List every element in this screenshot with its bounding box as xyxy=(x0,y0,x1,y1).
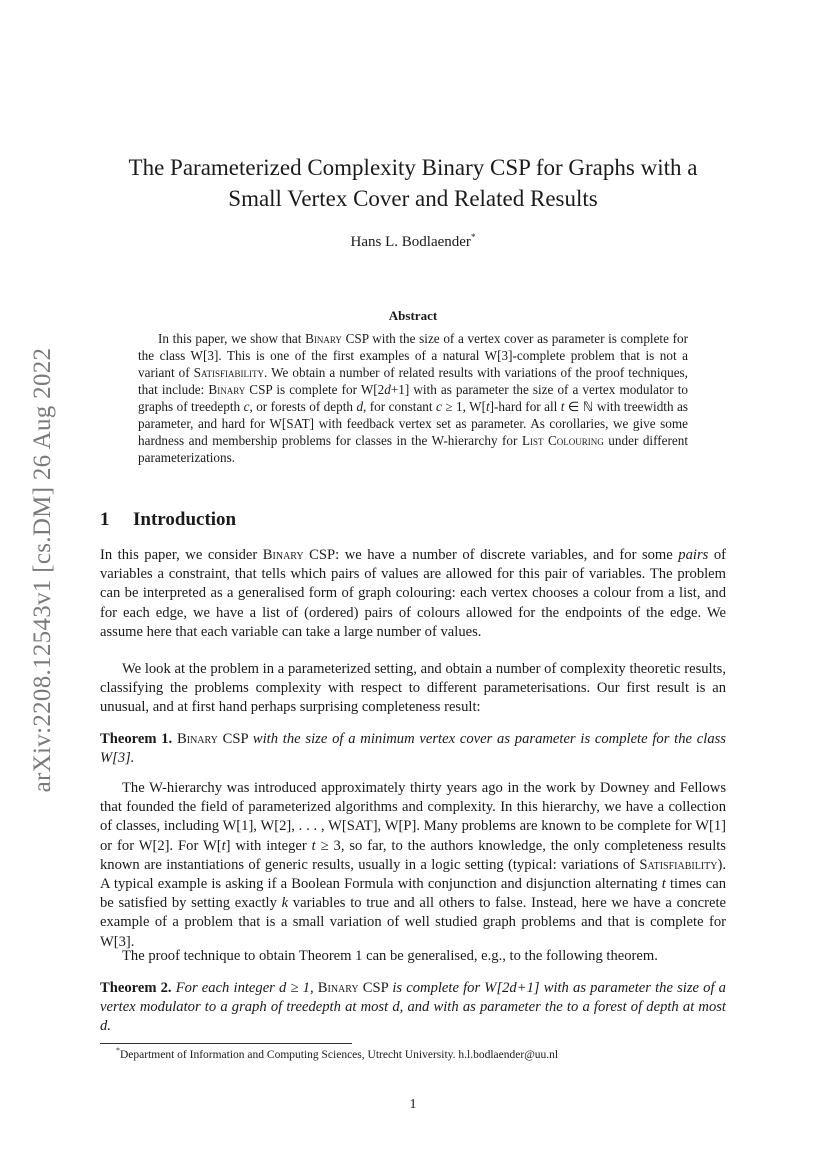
intro-paragraph-2: We look at the problem in a parameterized setting, and obtain a number of complexity theoretic results, classifying the problems complexity with respect to different parameterisations. Our first result is an unusual, and at first hand perhaps surprising completeness result: xyxy=(100,661,726,716)
theorem-2-label: Theorem 2. xyxy=(100,980,172,996)
abstract-body xyxy=(138,330,688,466)
author-footnote-mark: * xyxy=(470,232,476,242)
footnote-rule xyxy=(100,1043,352,1044)
intro-paragraph-4: The proof technique to obtain Theorem 1 can be generalised, e.g., to the following theorem. xyxy=(122,948,658,964)
theorem-2: Theorem 2. For each integer d ≥ 1, Binary CSP is complete for W[2d+1] with as parameter the size of a vertex modulator to a graph of treedepth at most d, and with as parameter the to a forest of depth at most d. xyxy=(100,980,726,1035)
footnote xyxy=(116,1046,716,1061)
arxiv-identifier-text: arXiv:2208.12543v1 [cs.DM] 26 Aug 2022 xyxy=(29,347,56,793)
intro-paragraph-3: The W-hierarchy was introduced approximately thirty years ago in the work by Downey and Fellows that founded the field of parameterized algorithms and complexity. In this hierarchy, we have a collection of classes, including W[1], W[2], . . . , W[SAT], W[P]. Many problems are known to be complete for W[1] or for W[2]. For W[t] with integer t ≥ 3, so far, to the authors knowledge, the only completeness results known are instantiations of generic results, usually in a logic setting (typical: variations of Satisfiability). A typical example is asking if a Boolean Formula with conjunction and disjunction alternating t times can be satisfied by setting exactly k variables to true and all others to false. Instead, here we have a concrete example of a problem that is a small variation of well studied graph problems and that is complete for W[3]. xyxy=(100,780,727,950)
theorem-1-label: Theorem 1. xyxy=(100,731,173,747)
paper-title xyxy=(100,152,726,214)
abstract-paragraph: In this paper, we show that Binary CSP with the size of a vertex cover as parameter is complete for the class W[3]. This is one of the first examples of a natural W[3]-complete problem that is not a variant of Satisfiability. We obtain a number of related results with variations of the proof techniques, that include: Binary CSP is complete for W[2d+1] with as parameter the size of a vertex modulator to graphs of treedepth c, or forests of depth d, for constant c ≥ 1, W[t]-hard for all t ∈ ℕ with treewidth as parameter, and hard for W[SAT] with feedback vertex set as parameter. As corollaries, we give some hardness and membership problems for classes in the W-hierarchy for List Colouring under different parameterizations. xyxy=(138,331,688,465)
title-line-2: Small Vertex Cover and Related Results xyxy=(228,186,598,211)
intro-paragraph-1: In this paper, we consider Binary CSP: we have a number of discrete variables, and for some pairs of variables a constraint, that tells which pairs of values are allowed for this pair of variables. The problem can be interpreted as a generalised form of graph colouring: each vertex chooses a colour from a list, and for each edge, we have a list of (ordered) pairs of colours allowed for the endpoints of the edge. We assume here that each variable can take a large number of values. xyxy=(100,547,726,640)
footnote-mark: * xyxy=(116,1046,120,1055)
abstract-heading: Abstract xyxy=(388,308,438,323)
footnote-text: Department of Information and Computing Sciences, Utrecht University. h.l.bodlaender@uu.nl xyxy=(120,1048,559,1061)
section-number: 1 xyxy=(100,509,110,530)
arxiv-identifier xyxy=(20,320,66,820)
section-heading-introduction xyxy=(100,509,726,531)
title-line-1: The Parameterized Complexity Binary CSP for Graphs with a xyxy=(128,155,698,180)
section-title: Introduction xyxy=(133,509,237,530)
theorem-1: Theorem 1. Binary CSP with the size of a minimum vertex cover as parameter is complete for the class W[3]. xyxy=(100,731,726,767)
author-name: Hans L. Bodlaender xyxy=(350,234,471,250)
author-line xyxy=(100,232,726,251)
page-number: 1 xyxy=(409,1097,417,1112)
